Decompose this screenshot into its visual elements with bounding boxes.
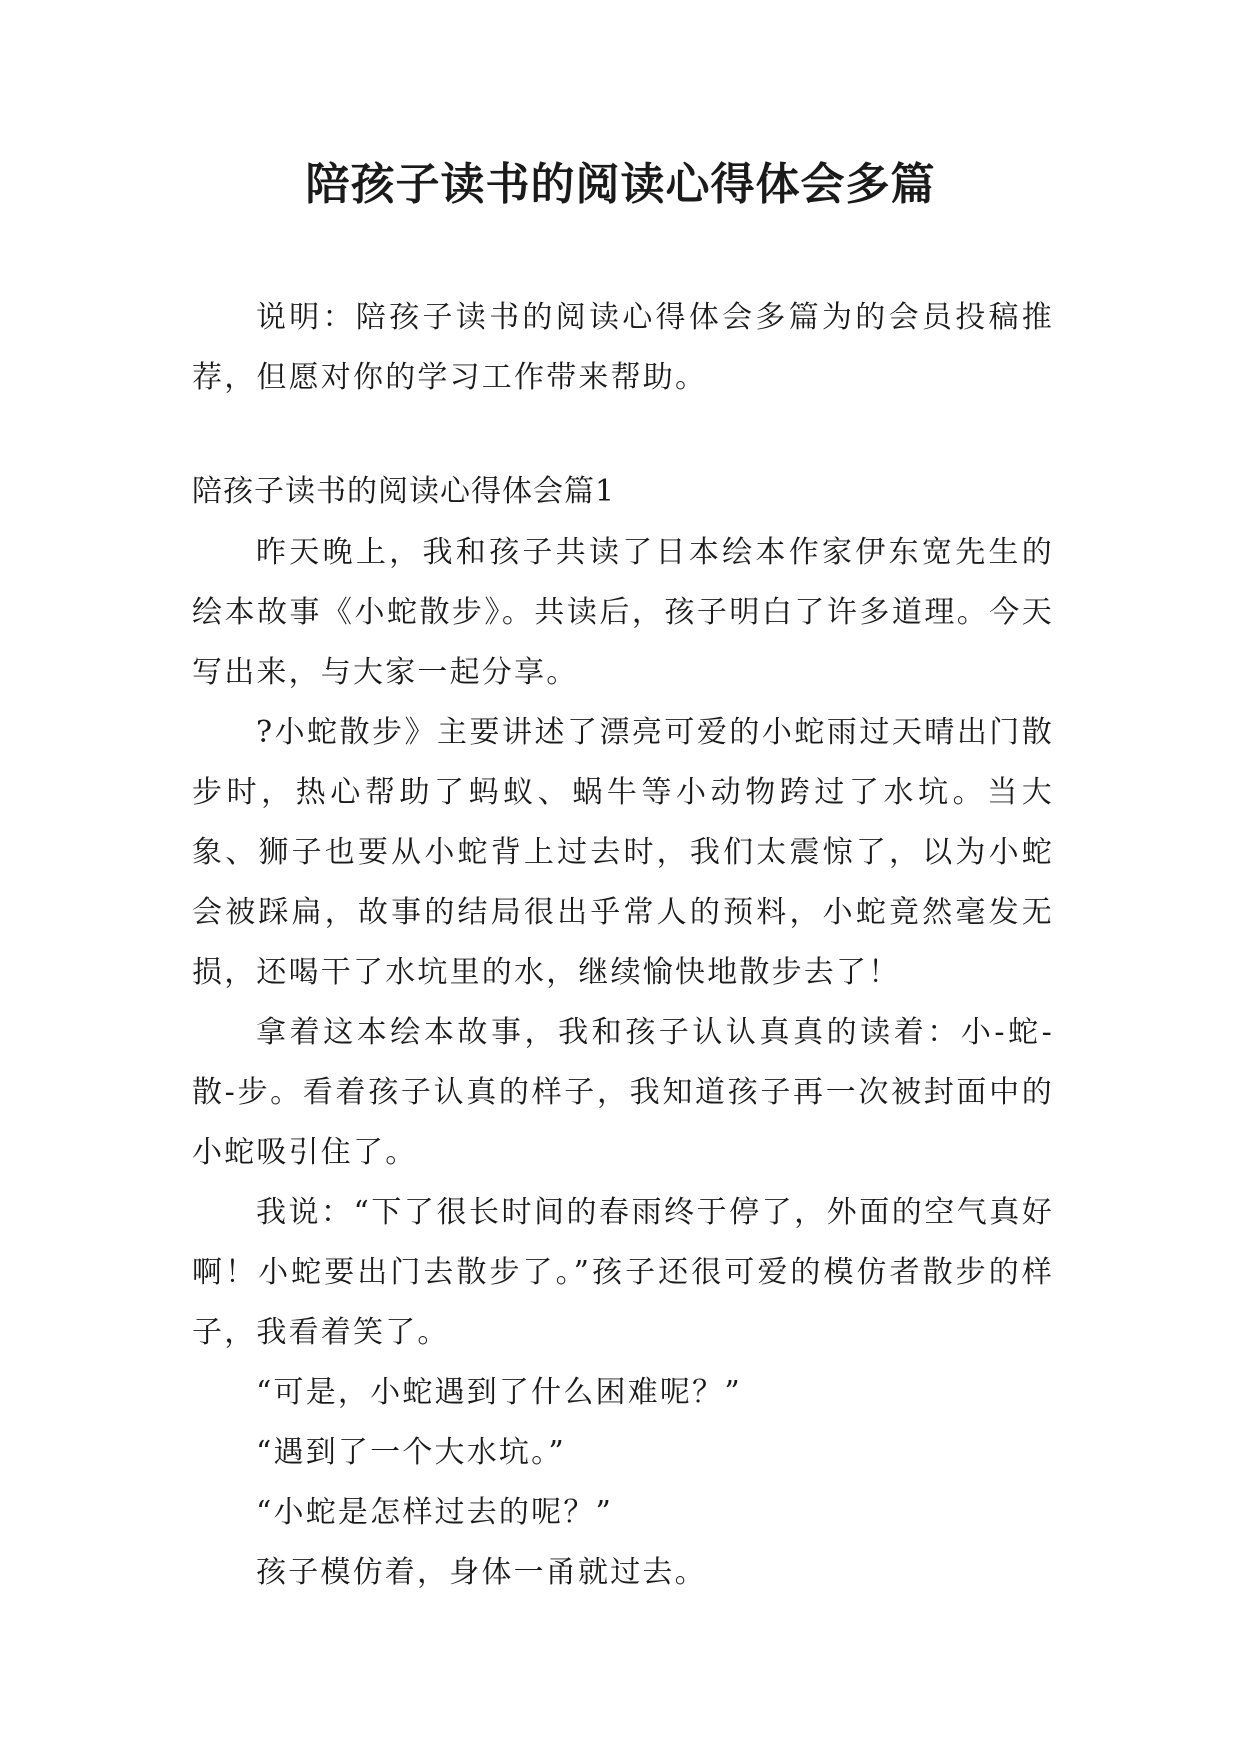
paragraph: 拿着这本绘本故事，我和孩子认认真真的读着：小-蛇-散-步。看着孩子认真的样子，我知道孩子再一次被封面中的小蛇吸引住了。	[192, 1015, 1054, 1170]
document-title: 陪孩子读书的阅读心得体会多篇	[305, 159, 936, 210]
paragraph: 孩子模仿着，身体一甬就过去。	[256, 1555, 707, 1590]
section-heading: 陪孩子读书的阅读心得体会篇1	[192, 474, 616, 509]
intro-paragraph: 说明：陪孩子读书的阅读心得体会多篇为的会员投稿推荐，但愿对你的学习工作带来帮助。	[192, 300, 1054, 395]
dialogue-line: “可是，小蛇遇到了什么困难呢？”	[256, 1375, 742, 1410]
paragraph: 昨天晚上，我和孩子共读了日本绘本作家伊东宽先生的绘本故事《小蛇散步》。共读后，孩子明白了许多道理。今天写出来，与大家一起分享。	[192, 535, 1054, 690]
dialogue-line: “小蛇是怎样过去的呢？”	[256, 1495, 614, 1530]
paragraph: 我说：“下了很长时间的春雨终于停了，外面的空气真好啊！小蛇要出门去散步了。”孩子还很可爱的模仿者散步的样子，我看着笑了。	[192, 1195, 1054, 1350]
dialogue-line: “遇到了一个大水坑。”	[256, 1435, 566, 1470]
paragraph: ?小蛇散步》主要讲述了漂亮可爱的小蛇雨过天晴出门散步时，热心帮助了蚂蚁、蜗牛等小动物跨过了水坑。当大象、狮子也要从小蛇背上过去时，我们太震惊了，以为小蛇会被踩扁，故事的结局很出乎常人的预料，小蛇竟然毫发无损，还喝干了水坑里的水，继续愉快地散步去了！	[192, 715, 1054, 990]
article-body	[192, 523, 1054, 1603]
